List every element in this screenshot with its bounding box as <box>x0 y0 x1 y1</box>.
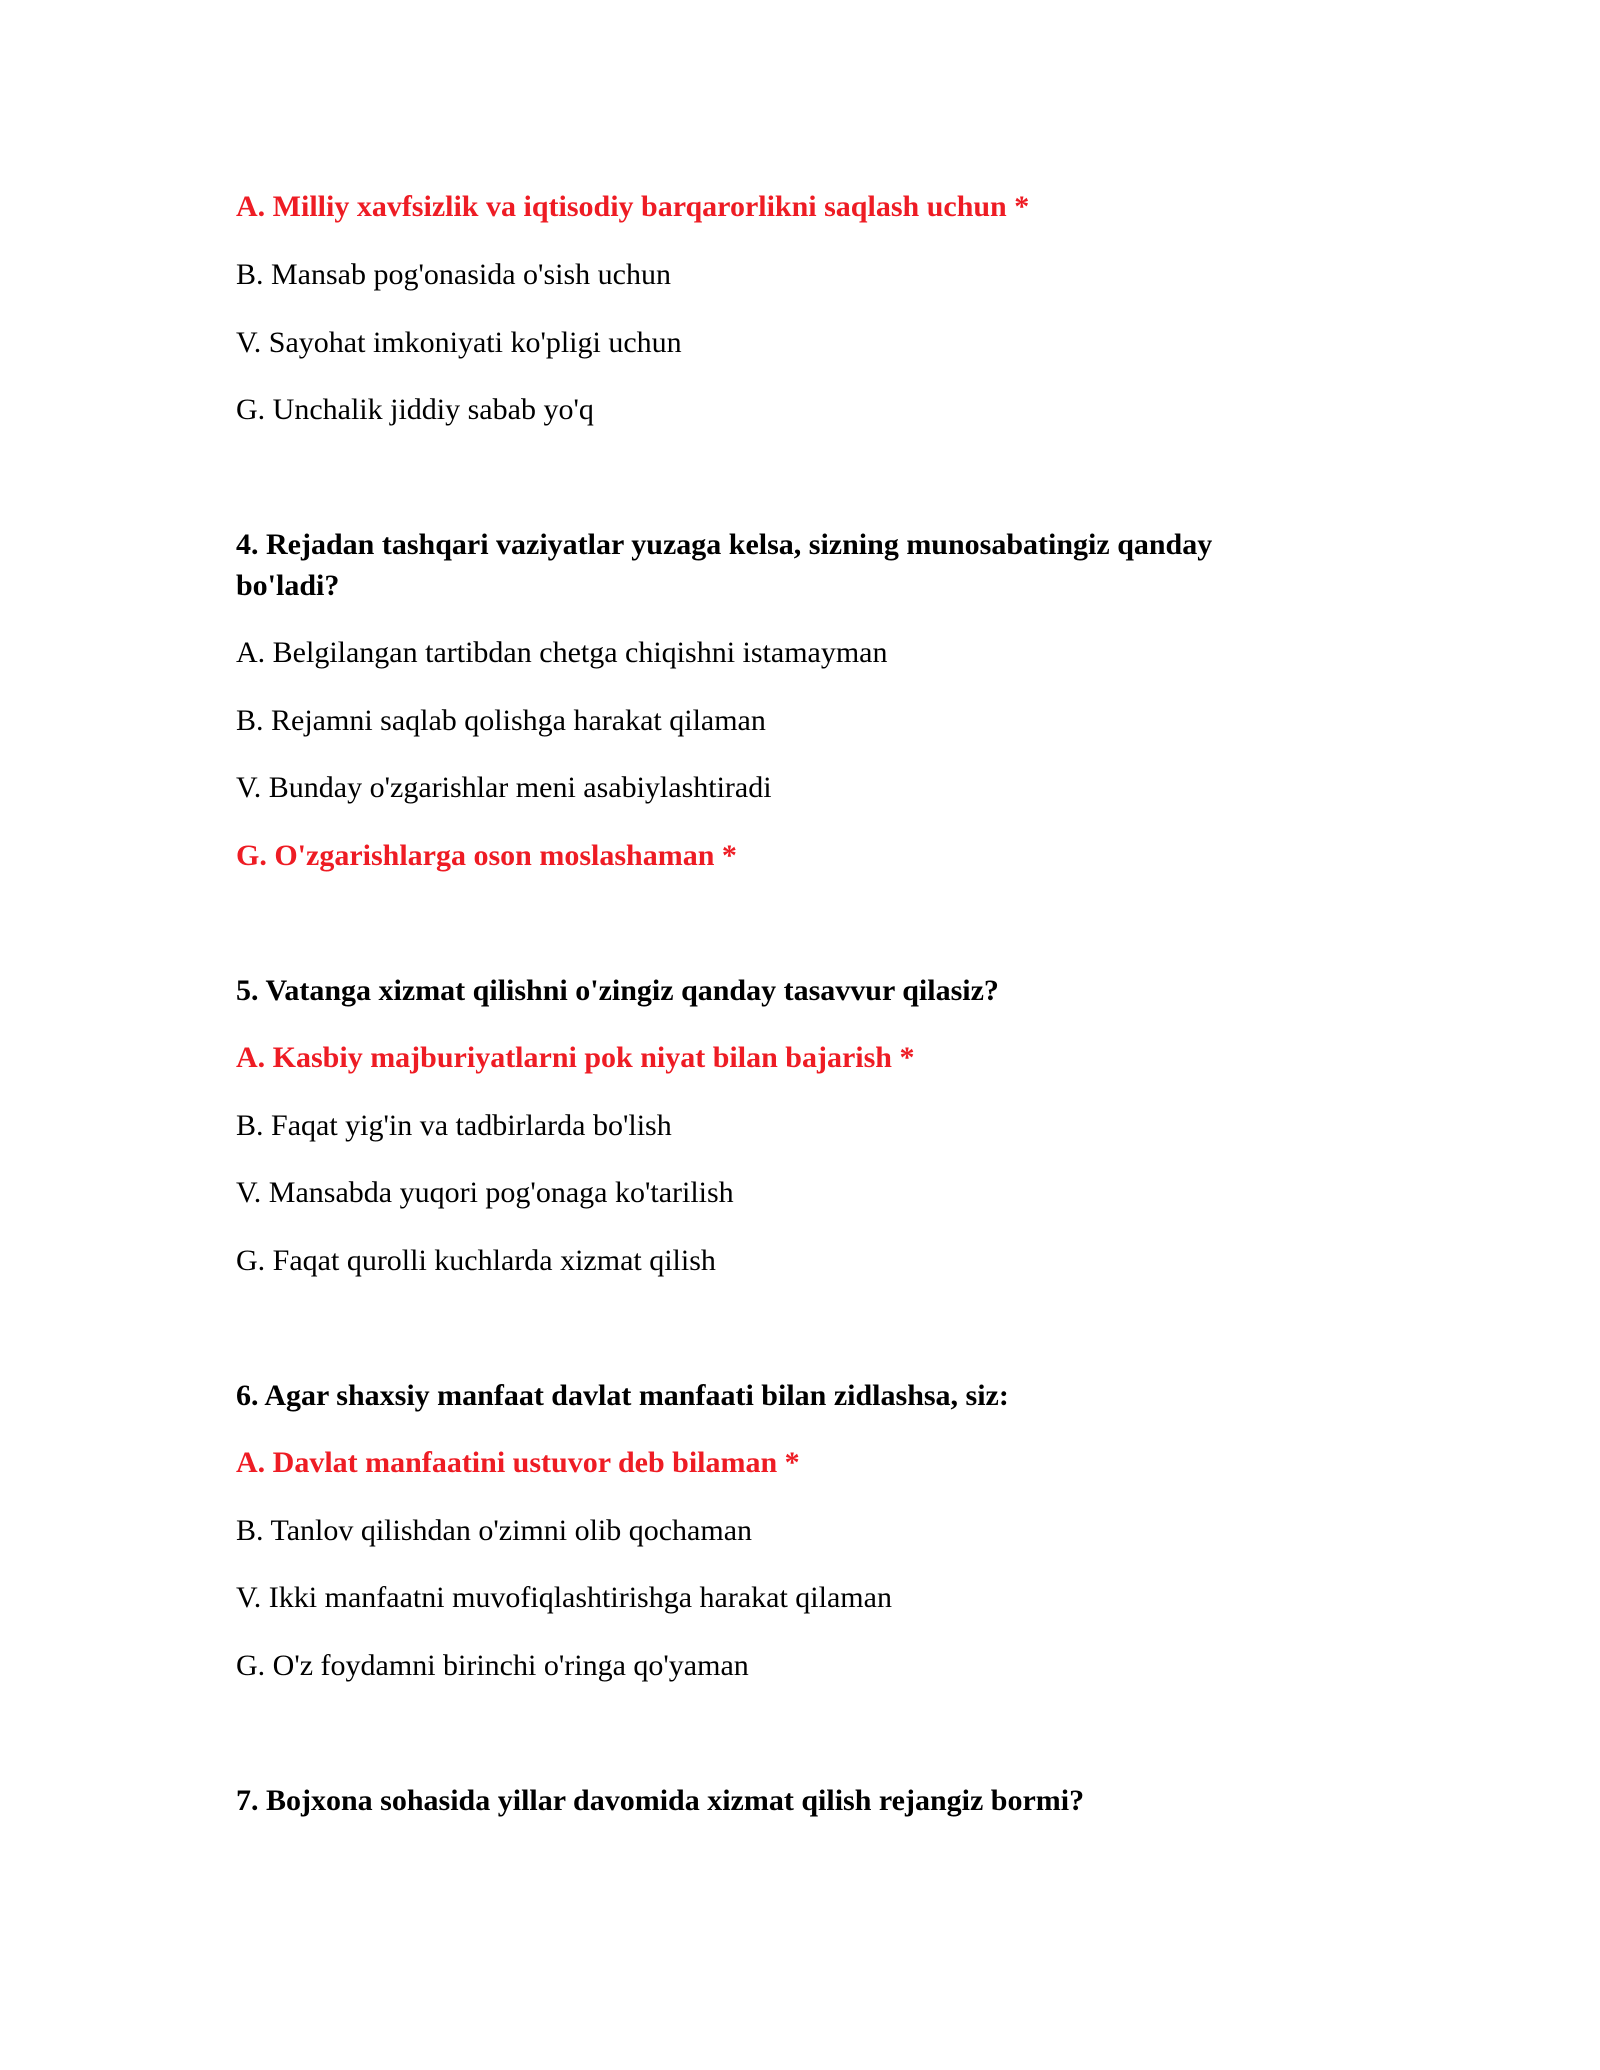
q4-question: 4. Rejadan tashqari vaziyatlar yuzaga kelsa, sizning munosabatingiz qanday bo'ladi? <box>236 528 1213 602</box>
q4-option-g-correct: G. O'zgarishlarga oson moslashaman * <box>236 839 737 872</box>
q6-option-b: B. Tanlov qilishdan o'zimni olib qochaman <box>236 1514 753 1547</box>
q3-option-v: V. Sayohat imkoniyati ko'pligi uchun <box>236 326 682 359</box>
q5-option-b: B. Faqat yig'in va tadbirlarda bo'lish <box>236 1109 672 1142</box>
q6-option-a-correct: A. Davlat manfaatini ustuvor deb bilaman * <box>236 1446 800 1479</box>
q5-option-a-correct: A. Kasbiy majburiyatlarni pok niyat bilan bajarish * <box>236 1041 915 1074</box>
q4-option-a: A. Belgilangan tartibdan chetga chiqishni istamayman <box>236 636 888 669</box>
q5-option-g: G. Faqat qurolli kuchlarda xizmat qilish <box>236 1244 716 1277</box>
q3-option-a-correct: A. Milliy xavfsizlik va iqtisodiy barqarorlikni saqlash uchun * <box>236 190 1030 223</box>
q6-option-g: G. O'z foydamni birinchi o'ringa qo'yaman <box>236 1649 749 1682</box>
q6-option-v: V. Ikki manfaatni muvofiqlashtirishga harakat qilaman <box>236 1581 892 1614</box>
q4-option-v: V. Bunday o'zgarishlar meni asabiylashtiradi <box>236 771 772 804</box>
q4-option-b: B. Rejamni saqlab qolishga harakat qilaman <box>236 704 766 737</box>
q3-option-b: B. Mansab pog'onasida o'sish uchun <box>236 258 671 291</box>
q3-option-g: G. Unchalik jiddiy sabab yo'q <box>236 393 594 426</box>
q5-question: 5. Vatanga xizmat qilishni o'zingiz qanday tasavvur qilasiz? <box>236 974 999 1007</box>
q6-question: 6. Agar shaxsiy manfaat davlat manfaati bilan zidlashsa, siz: <box>236 1379 1009 1412</box>
q5-option-v: V. Mansabda yuqori pog'onaga ko'tarilish <box>236 1176 734 1209</box>
q7-question: 7. Bojxona sohasida yillar davomida xizmat qilish rejangiz bormi? <box>236 1784 1085 1817</box>
